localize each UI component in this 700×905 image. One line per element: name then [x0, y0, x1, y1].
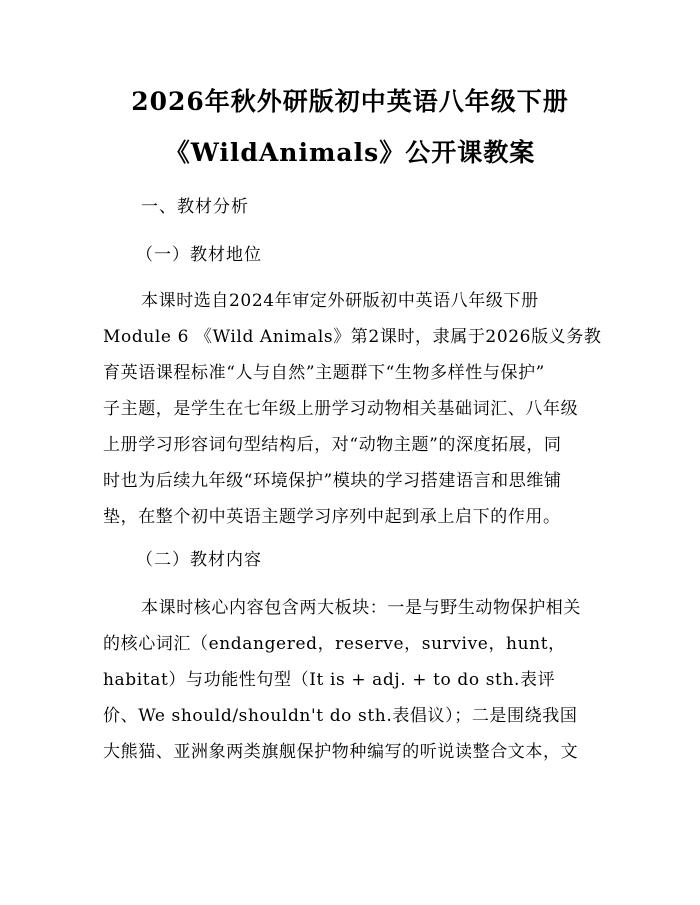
document-title-line-1: 2026年秋外研版初中英语八年级下册 — [131, 87, 569, 116]
subsection-heading-material-status: （一）教材地位 — [136, 245, 262, 265]
paragraph-line: 子主题，是学生在七年级上册学习动物相关基础词汇、八年级 — [103, 399, 579, 419]
paragraph-line: 大熊猫、亚洲象两类旗舰保护物种编写的听说读整合文本，文 — [103, 742, 579, 762]
paragraph-line: 的核心词汇（endangered，reserve，survive，hunt， — [103, 634, 566, 654]
document-title-line-2: 《WildAnimals》公开课教案 — [164, 138, 536, 167]
paragraph-line: 价、We should/shouldn't do sth.表倡议）；二是围绕我国 — [103, 706, 578, 726]
paragraph-line: 本课时核心内容包含两大板块：一是与野生动物保护相关 — [141, 598, 581, 618]
paragraph-line: 育英语课程标准“人与自然”主题群下“生物多样性与保护” — [103, 363, 545, 383]
section-heading-teaching-material-analysis: 一、教材分析 — [141, 197, 249, 217]
paragraph-line: 时也为后续九年级“环境保护”模块的学习搭建语言和思维铺 — [103, 471, 562, 491]
paragraph-line: 本课时选自2024年审定外研版初中英语八年级下册 — [141, 291, 539, 311]
paragraph-line: habitat）与功能性句型（It is + adj. + to do sth.表评 — [103, 670, 556, 690]
paragraph-line: Module 6 《Wild Animals》第2课时，隶属于2026版义务教 — [103, 327, 602, 347]
subsection-heading-material-content: （二）教材内容 — [136, 550, 262, 570]
paragraph-line: 垫，在整个初中英语主题学习序列中起到承上启下的作用。 — [103, 507, 561, 527]
paragraph-line: 上册学习形容词句型结构后，对“动物主题”的深度拓展，同 — [103, 435, 562, 455]
